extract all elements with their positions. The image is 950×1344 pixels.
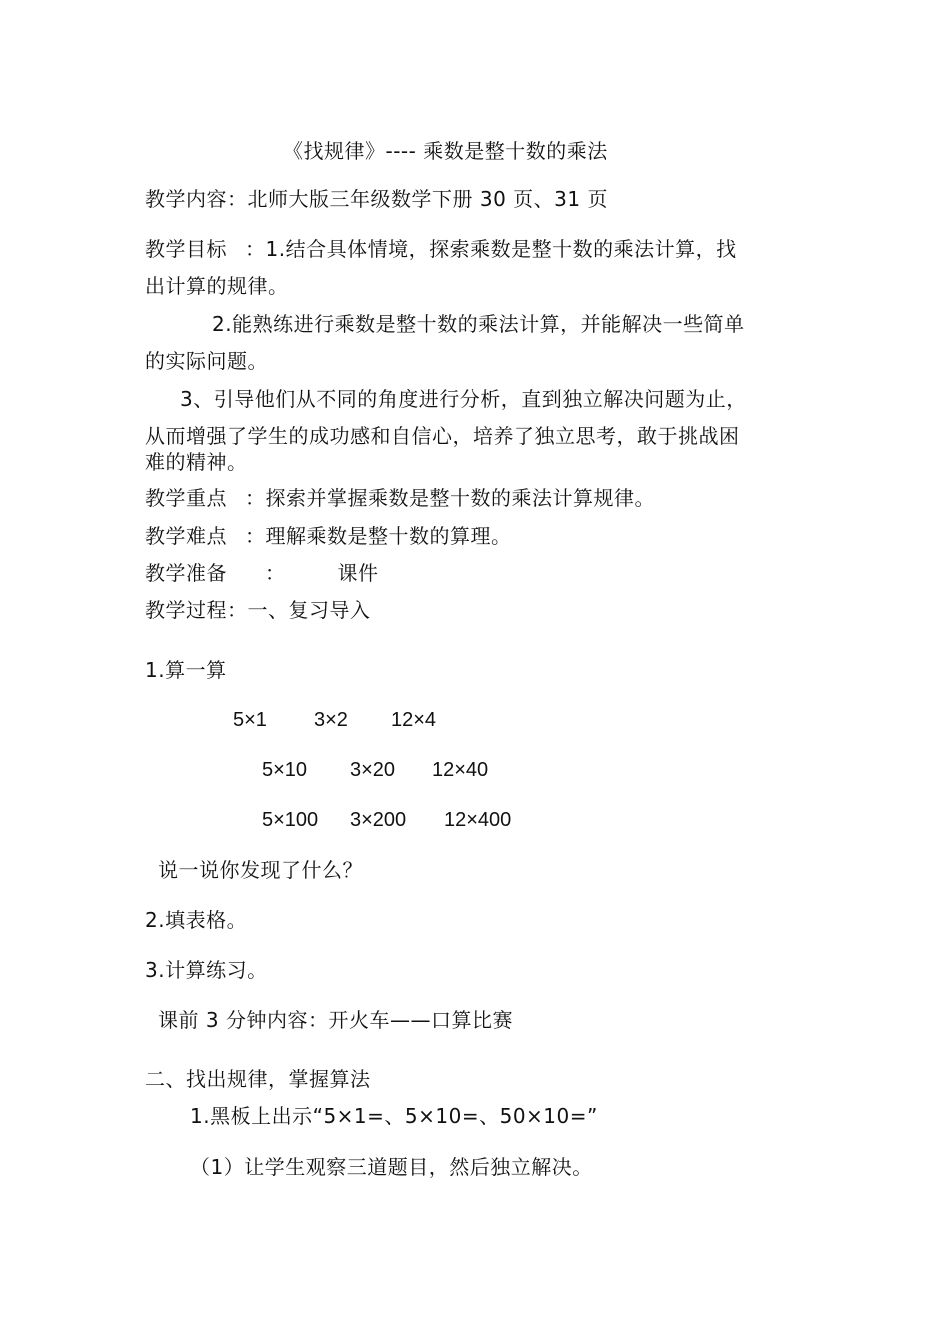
discover-prompt: 说一说你发现了什么？ (158, 858, 363, 882)
difficulty-value: 理解乘数是整十数的算理。 (265, 524, 512, 548)
calc-row-2-c: 12×40 (432, 759, 489, 781)
difficulty-line (145, 524, 512, 548)
calc-row-3-b: 3×200 (350, 809, 407, 831)
teaching-objective-2b: 的实际问题。 (145, 349, 268, 373)
section-2-heading: 二、找出规律，掌握算法 (145, 1067, 371, 1091)
teaching-process-value: 一、复习导入 (247, 598, 371, 622)
difficulty-colon: ： (245, 524, 266, 548)
calc-row-2-b: 3×20 (350, 759, 396, 781)
calc-row-3-a: 5×100 (262, 809, 319, 831)
teaching-objective-3b: 从而增强了学生的成功感和自信心，培养了独立思考，敢于挑战困 (145, 424, 740, 448)
key-point-line (145, 486, 655, 510)
observe-line: （1）让学生观察三道题目，然后独立解决。 (190, 1155, 593, 1179)
preparation-line (145, 561, 379, 585)
warmup-line: 课前 3 分钟内容：开火车——口算比赛 (158, 1008, 513, 1032)
teaching-objective-line-1 (145, 237, 737, 261)
calc-row-1-c: 12×4 (391, 709, 437, 731)
calc-row-1-b: 3×2 (314, 709, 348, 731)
preparation-value: 课件 (337, 561, 379, 585)
fill-table-item: 2.填表格。 (145, 908, 248, 932)
practice-item: 3.计算练习。 (145, 958, 268, 982)
teaching-objective-1a: 1.结合具体情境，探索乘数是整十数的乘法计算，找 (265, 237, 737, 261)
key-point-label: 教学重点 (145, 486, 227, 510)
teaching-objective-label: 教学目标 (145, 237, 227, 261)
teaching-objective-1b: 出计算的规律。 (145, 274, 289, 298)
calc-row-3-c: 12×400 (444, 809, 512, 831)
document-title: 《找规律》---- 乘数是整十数的乘法 (283, 139, 608, 163)
teaching-objective-3a: 3、引导他们从不同的角度进行分析，直到独立解决问题为止， (180, 387, 747, 411)
teaching-content-label: 教学内容： (145, 187, 248, 211)
calc-row-2-a: 5×10 (262, 759, 308, 781)
board-line: 1.黑板上出示“5×1=、5×10=、50×10=” (190, 1104, 598, 1128)
difficulty-label: 教学难点 (145, 524, 227, 548)
preparation-colon: ： (265, 561, 286, 585)
key-point-value: 探索并掌握乘数是整十数的乘法计算规律。 (265, 486, 655, 510)
teaching-process-line (145, 598, 371, 622)
teaching-objective-colon: ： (245, 237, 266, 261)
teaching-content-line (145, 187, 608, 211)
calc-heading: 1.算一算 (145, 658, 227, 682)
key-point-colon: ： (245, 486, 266, 510)
preparation-label: 教学准备 (145, 561, 227, 585)
teaching-objective-2a: 2.能熟练进行乘数是整十数的乘法计算，并能解决一些简单 (212, 312, 745, 336)
teaching-objective-3c: 难的精神。 (145, 450, 248, 474)
teaching-content-value: 北师大版三年级数学下册 30 页、31 页 (247, 187, 608, 211)
calc-row-1-a: 5×1 (233, 709, 267, 731)
teaching-process-label: 教学过程： (145, 598, 248, 622)
